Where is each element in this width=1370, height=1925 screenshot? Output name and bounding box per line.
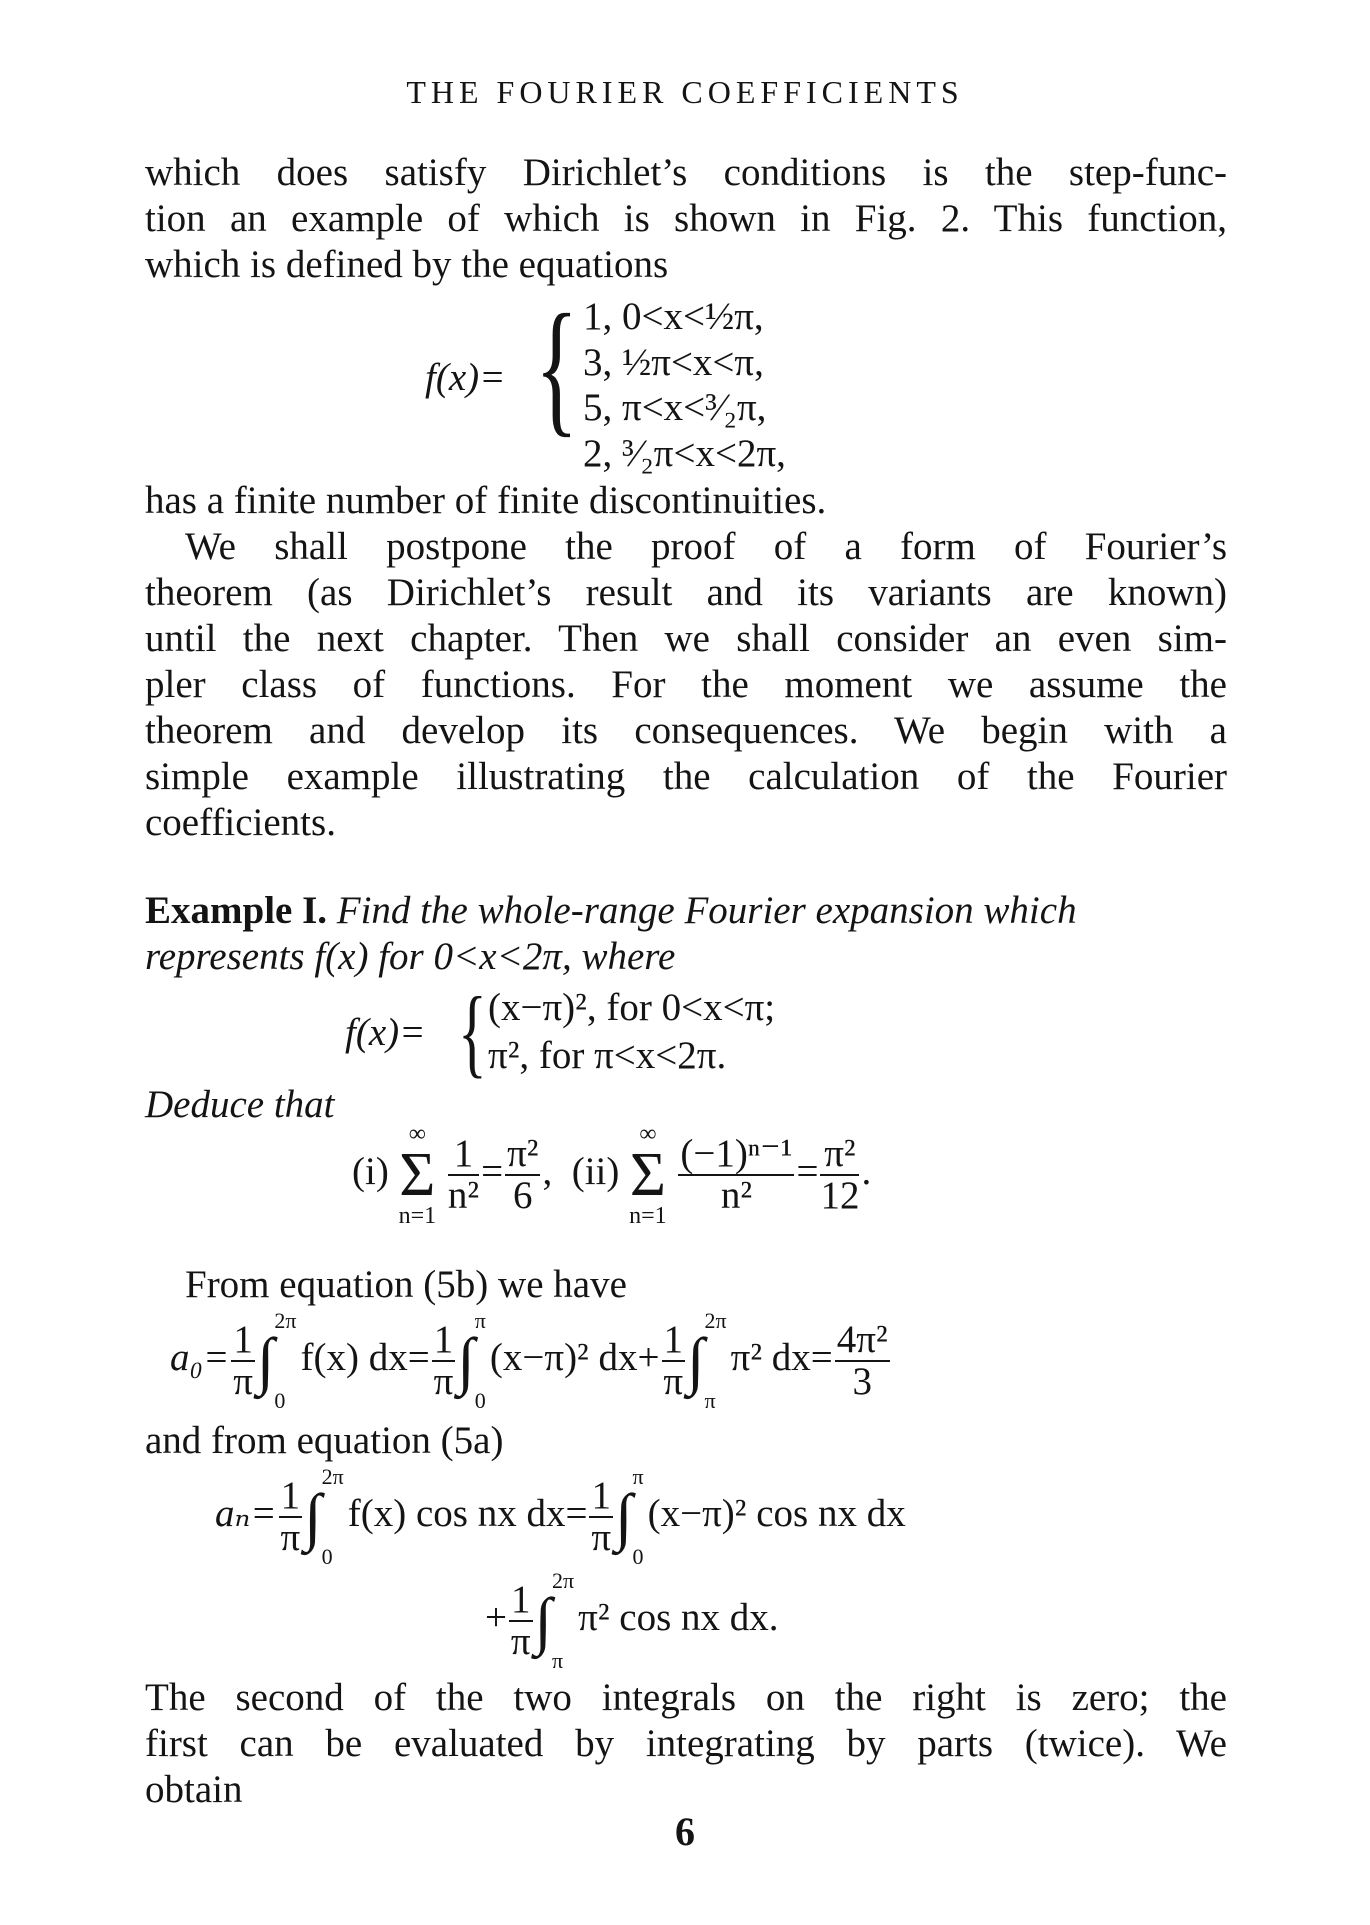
sum-lower: n=1 xyxy=(629,1203,667,1229)
integral-limits: 2π π xyxy=(552,1568,575,1673)
piecewise-case: 2, ³⁄₂π<x<2π, xyxy=(583,432,786,475)
piecewise-case: 3, ½π<x<π, xyxy=(583,341,764,384)
sum-upper: ∞ xyxy=(639,1121,657,1147)
fraction: $\frac{\text{π²}}{6}$ xyxy=(507,1132,539,1217)
text-line: From equation (5b) we have xyxy=(185,1263,627,1306)
fraction: $\frac{\text{4π²}}{3}$ xyxy=(836,1318,888,1403)
integral-sign: ∫ xyxy=(687,1325,705,1396)
integral-limits: 2π 0 xyxy=(274,1308,297,1413)
text-line: We shall postpone the proof of a form of Fourier’s xyxy=(185,525,1227,568)
integral-sign: ∫ xyxy=(457,1325,475,1396)
a0-lhs: a₀= xyxy=(170,1335,230,1379)
fraction: $\frac{1}{\pi}$ xyxy=(591,1474,612,1559)
piecewise-case: 1, 0<x<½π, xyxy=(583,295,764,338)
sum-upper: ∞ xyxy=(408,1121,426,1147)
fraction: $\frac{\text{π²}}{12}$ xyxy=(820,1132,860,1217)
piecewise-case: 5, π<x<³⁄₂π, xyxy=(583,386,767,429)
text-line: obtain xyxy=(145,1768,243,1811)
example-heading xyxy=(145,888,1227,934)
text-line: coefficients. xyxy=(145,801,336,844)
text-line: and from equation (5a) xyxy=(145,1419,504,1462)
text-line: The second of the two integrals on the right is zero; the xyxy=(145,1676,1227,1719)
integral-limits: 2π 0 xyxy=(321,1464,344,1569)
an-lhs: aₙ= xyxy=(215,1491,277,1535)
integral-limits: 2π π xyxy=(704,1308,727,1413)
integral-limits: π 0 xyxy=(632,1464,644,1569)
text-line: has a finite number of finite discontinuities. xyxy=(145,479,827,522)
series-ii-label: (ii) xyxy=(571,1149,620,1193)
text-line: which is defined by the equations xyxy=(145,243,669,286)
piecewise-brace: { xyxy=(535,284,579,450)
text-line: until the next chapter. Then we shall consider an even sim- xyxy=(145,617,1227,660)
fraction: $\frac{1}{\pi}$ xyxy=(280,1474,301,1559)
example-brace: { xyxy=(458,976,487,1087)
fraction: $\frac{1}{\text{n²}}$ xyxy=(447,1132,480,1217)
integral-sign: ∫ xyxy=(256,1325,275,1396)
fraction: $\frac{1}{\pi}$ xyxy=(433,1318,454,1403)
fraction: $\frac{1}{\pi}$ xyxy=(510,1578,531,1663)
series-i-label: (i) xyxy=(352,1149,389,1193)
series-results: (i) ∞ Σ n=1 $\frac{1}{\text{n²}}$ = $\frac{\text{π²}}{6}$ , (ii) ∞ Σ n=1 $\frac{\text{(−1)ⁿ⁻¹}}{\text{n²}}$ = $\frac{\text{π²}}{12}$ . xyxy=(352,1121,872,1229)
integral-sign: ∫ xyxy=(304,1481,322,1552)
sum-ii xyxy=(629,1122,667,1228)
integral-sign: ∫ xyxy=(614,1481,633,1552)
text-line: which does satisfy Dirichlet’s conditions is the step-func- xyxy=(145,151,1227,194)
example-text: Find the whole-range Fourier expansion which xyxy=(336,889,1077,932)
sum-symbol: Σ xyxy=(399,1141,436,1209)
text-line: theorem (as Dirichlet’s result and its variants are known) xyxy=(145,571,1227,614)
example-label: Example I. xyxy=(145,889,328,932)
deduce-text: Deduce that xyxy=(145,1083,335,1126)
an-equation-line1: aₙ= $\frac{1}{\pi}$ ∫ 2π 0 f(x) cos nx dx= $\frac{1}{\pi}$ ∫ π 0 (x−π)² cos nx dx xyxy=(215,1464,906,1569)
piecewise-lhs: f(x)= xyxy=(425,356,506,399)
sum-symbol: Σ xyxy=(629,1141,666,1209)
sum-i xyxy=(399,1122,437,1228)
running-header: THE FOURIER COEFFICIENTS xyxy=(406,74,964,110)
text-line: simple example illustrating the calculation of the Fourier xyxy=(145,755,1227,798)
fraction: $\frac{1}{\pi}$ xyxy=(233,1318,253,1403)
example-lhs: f(x)= xyxy=(345,1011,426,1054)
text-line: tion an example of which is shown in Fig. 2. This function, xyxy=(145,197,1227,240)
example-case: π², for π<x<2π. xyxy=(488,1034,727,1077)
text-line: pler class of functions. For the moment we assume the xyxy=(145,663,1227,706)
fraction: $\frac{\text{(−1)ⁿ⁻¹}}{\text{n²}}$ xyxy=(680,1132,793,1217)
integral-limits: π 0 xyxy=(474,1308,486,1413)
example-case: (x−π)², for 0<x<π; xyxy=(488,986,776,1029)
example-text: represents f(x) for 0<x<2π, where xyxy=(145,935,676,978)
a0-equation: a₀= $\frac{1}{\pi}$ ∫ 2π 0 f(x) dx= $\frac{1}{\pi}$ ∫ π 0 (x−π)² dx+ $\frac{1}{\pi}$ ∫ 2π π π² dx= $\frac{\text{4π²}}{3}$ xyxy=(170,1308,888,1413)
text-line: theorem and develop its consequences. We begin with a xyxy=(145,709,1227,752)
page-number: 6 xyxy=(675,1809,695,1854)
fraction: $\frac{1}{\pi}$ xyxy=(663,1318,684,1403)
an-equation-line2: + $\frac{1}{\pi}$ ∫ 2π π π² cos nx dx. xyxy=(485,1568,779,1673)
integral-sign: ∫ xyxy=(534,1585,553,1656)
text-line: first can be evaluated by integrating by parts (twice). We xyxy=(145,1722,1227,1765)
sum-lower: n=1 xyxy=(398,1203,437,1229)
